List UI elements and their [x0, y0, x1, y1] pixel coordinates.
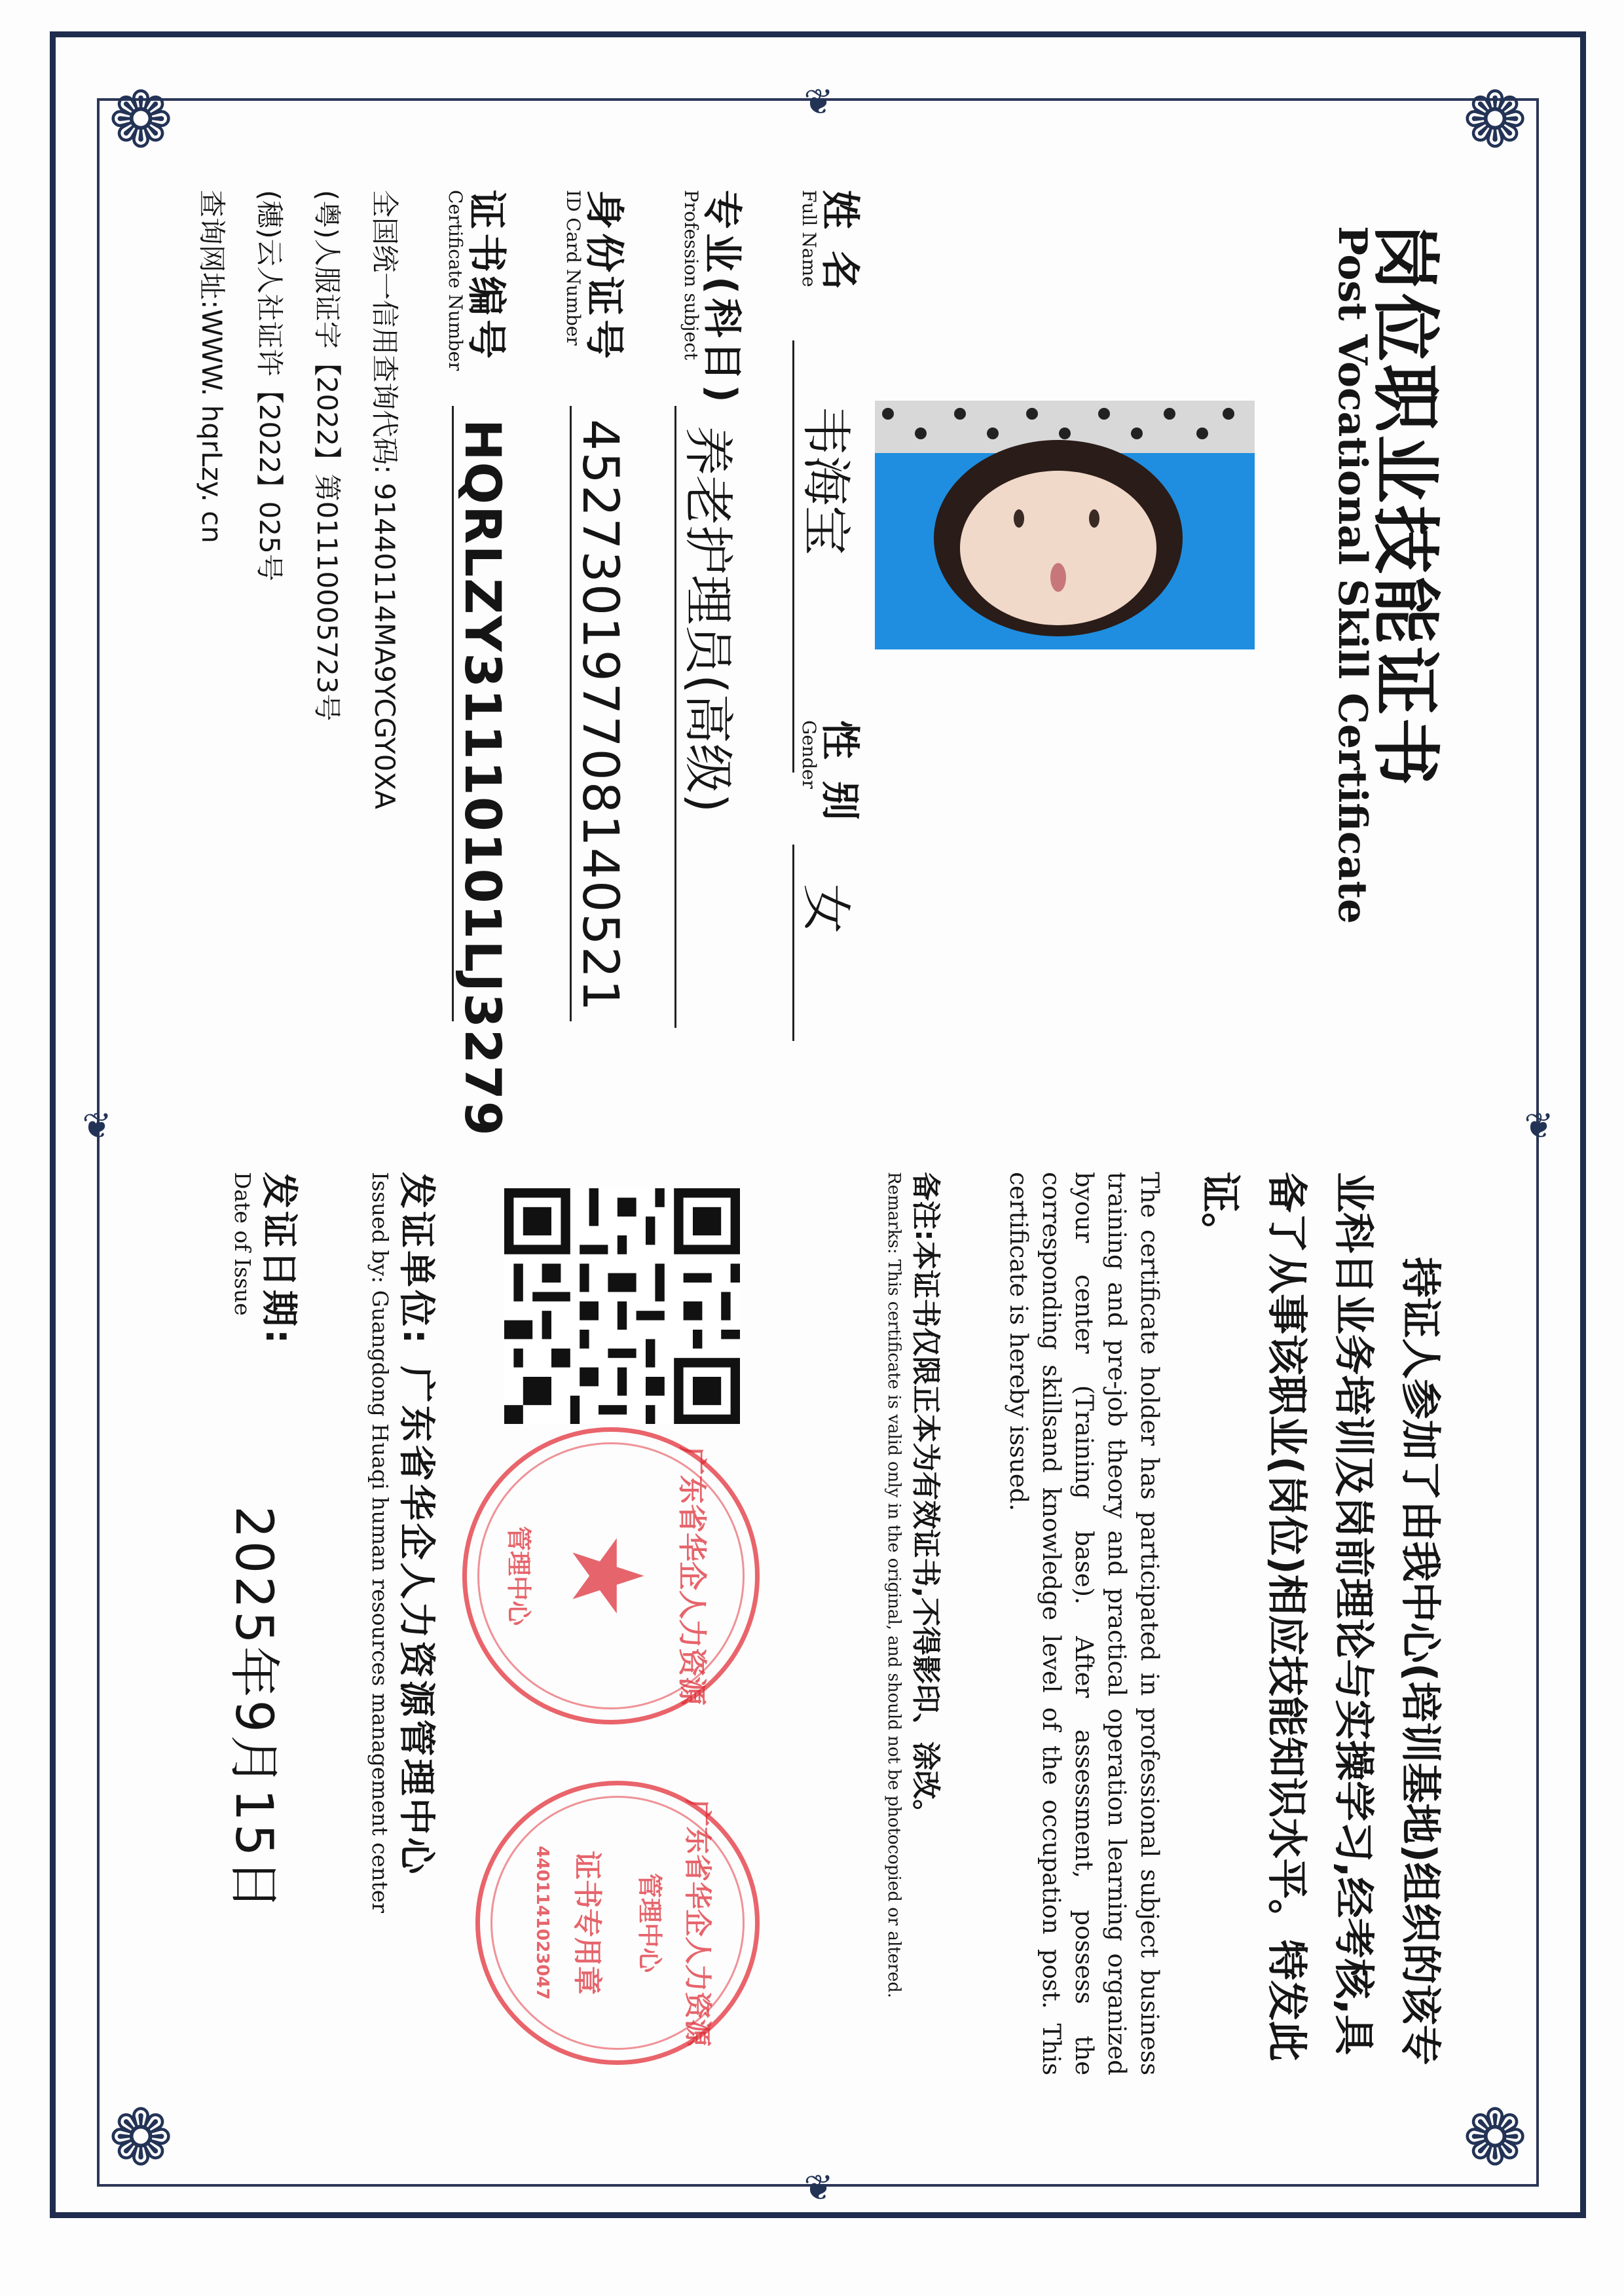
- corner-ornament-icon: ❁: [1462, 2092, 1528, 2183]
- gender-label-cn: 性 别: [817, 720, 862, 824]
- cert-value: HQRLZY31110101LJ3279: [452, 406, 512, 1021]
- id-value: 452730197708140521: [570, 406, 630, 1021]
- id-label-cn: 身份证号: [581, 190, 627, 363]
- name-value: 韦海宝: [792, 340, 866, 773]
- issuer-value-cn: 广东省华企人力资源管理中心: [395, 1366, 437, 1877]
- id-label-en: ID Card Number: [563, 190, 584, 346]
- official-seal: [462, 1427, 760, 1724]
- profession-value: 养老护理员(高级): [674, 406, 748, 1028]
- profession-label-cn: 专业(科目): [699, 190, 745, 407]
- seal2-mid-text: 管理中心: [635, 1872, 664, 1973]
- star-icon: ★: [549, 1531, 663, 1620]
- seal2-bottom-text: 证书专用章: [570, 1851, 604, 1995]
- license-2: (穗)云人社证许【2022】025号: [253, 190, 286, 581]
- issuer-en: Issued by: Guangdong Huaqi human resources management center: [367, 1172, 393, 1914]
- credit-code: 全国统一信用查询代码: 91440114MA9YCGY0XA: [369, 190, 401, 809]
- gender-label-en: Gender: [798, 720, 820, 789]
- remarks-en: Remarks: This certificate is valid only in the original, and should not be photocopied or altered.: [884, 1172, 904, 1998]
- qr-code-icon: [504, 1188, 740, 1424]
- seal2-top-text: 广东省华企人力资源: [682, 1798, 714, 2047]
- statement-cn: 持证人参加了由我中心(培训基地)组织的该专业科目业务培训及岗前理论与实操学习,经考核,具备了从事该职业(岗位)相应技能知识水平。特发此证。: [1196, 1172, 1445, 2066]
- scroll-ornament-icon: ❦: [82, 1105, 112, 1146]
- license-1: (粤)人服证字【2022】第01110005723号: [311, 190, 343, 721]
- portrait-photo: [875, 401, 1255, 649]
- certificate-seal: [475, 1781, 760, 2065]
- seal-top-text: 广东省华企人力资源: [675, 1446, 709, 1705]
- name-label-cn: 姓 名: [817, 190, 862, 294]
- scroll-ornament-icon: ❦: [1524, 1105, 1554, 1146]
- name-label-en: Full Name: [798, 190, 820, 287]
- corner-ornament-icon: ❁: [108, 75, 174, 165]
- title-cn: 岗位职业技能证书: [1365, 223, 1445, 789]
- date-value: 2025年9月15日: [224, 1506, 283, 1913]
- title-en: Post Vocational Skill Certificate: [1329, 226, 1375, 924]
- issuer-label: [393, 1172, 445, 1876]
- remarks-cn: 备注:本证书仅限正本为有效证书,不得影印、涂改。: [909, 1172, 942, 1829]
- cert-label-cn: 证书编号: [463, 190, 509, 363]
- seal2-code: 4401141023047: [532, 1846, 552, 2000]
- issuer-label-cn: 发证单位:: [395, 1172, 437, 1347]
- scroll-ornament-icon: ❦: [803, 81, 834, 122]
- date-label-cn: 发证日期:: [257, 1172, 300, 1347]
- statement-en: The certificate holder has participated in professional subject business training and pre-job theory and practical operation learning organized byour center (Training base). After assessment, possess the corresponding skillsand knowledge level of the occupation post. This certificate is hereby issued.: [1005, 1172, 1164, 2075]
- website: 查询网址:WWW. hqrLzy. cn: [196, 190, 228, 543]
- corner-ornament-icon: ❁: [108, 2092, 174, 2183]
- corner-ornament-icon: ❁: [1462, 75, 1528, 165]
- cert-label-en: Certificate Number: [445, 190, 466, 371]
- gender-value: 女: [792, 845, 866, 1041]
- scroll-ornament-icon: ❦: [803, 2167, 834, 2208]
- profession-label-en: Profession subject: [680, 190, 702, 361]
- seal-bottom-text: 管理中心: [504, 1525, 533, 1626]
- date-label-en: Date of Issue: [230, 1172, 255, 1316]
